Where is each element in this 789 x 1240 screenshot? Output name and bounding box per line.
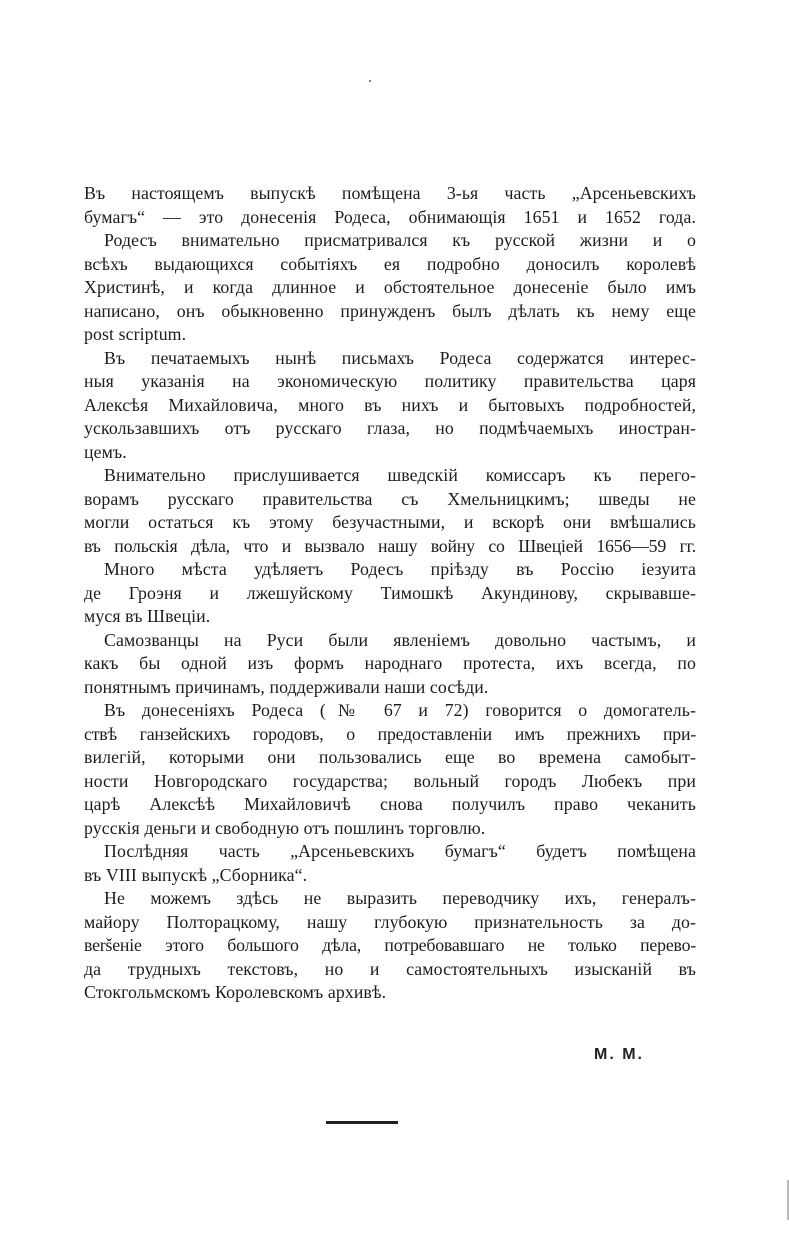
- text-line: Родесъ внимательно присматривался къ русской жизни и о: [104, 230, 696, 250]
- text-line: ствѣ ганзейскихъ городовъ, о предоставленіи имъ прежнихъ при-: [84, 723, 696, 744]
- text-line: ныя указанія на экономическую политику правительства царя: [84, 371, 696, 391]
- text-line: Не можемъ здѣсь не выразить переводчику ихъ, генералъ-: [104, 888, 696, 908]
- preface-text: [84, 182, 696, 1005]
- text-line: ности Новгородскаго государства; вольный городъ Любекъ при: [84, 770, 696, 791]
- text-line: бумагъ“ — это донесенія Родеса, обнимающія 1651 и 1652 года.: [84, 206, 696, 227]
- text-line: Въ печатаемыхъ нынѣ письмахъ Родеса содержатся интерес-: [104, 347, 696, 368]
- text-line: царѣ Алексѣѣ Михайловичѣ снова получилъ право чеканить: [84, 794, 696, 814]
- text-line: Стокгольмскомъ Королевскомъ архивѣ.: [84, 982, 387, 1002]
- text-line: въ польскія дѣла, что и вызвало нашу войну со Швеціей 1656—59 гг.: [84, 535, 696, 556]
- signature-initials: М. М.: [594, 1046, 644, 1063]
- text-line: муся въ Швеціи.: [84, 606, 211, 626]
- text-line: Въ донесеніяхъ Родеса (№ 67 и 72) говорится о домогатель-: [104, 700, 696, 720]
- closing-rule: [326, 1121, 398, 1124]
- text-line: Внимательно прислушивается шведскій комиссаръ къ перего-: [104, 465, 696, 485]
- page-speck: [369, 80, 371, 82]
- text-line: Самозванцы на Руси были явленіемъ довольно частымъ, и: [104, 629, 696, 650]
- text-line: Алексѣя Михайловича, много въ нихъ и бытовыхъ подробностей,: [84, 394, 696, 415]
- text-line: да трудныхъ текстовъ, но и самостоятельныхъ изысканій въ: [84, 958, 696, 979]
- text-line: могли остаться къ этому безучастными, и вскорѣ они вмѣшались: [84, 512, 696, 532]
- text-line: вилегій, которыми они пользовались еще во времена самобыт-: [84, 747, 696, 767]
- text-line: русскія деньги и свободную отъ пошлинъ торговлю.: [84, 817, 486, 838]
- text-line: понятнымъ причинамъ, поддерживали наши сосѣди.: [84, 676, 489, 697]
- text-line: ворамъ русскаго правительства съ Хмельницкимъ; шведы не: [84, 488, 696, 509]
- text-line: де Гроэня и лжешуйскому Тимошкѣ Акундинову, скрывавше-: [84, 582, 696, 603]
- text-line: цемъ.: [84, 441, 127, 462]
- text-line: въ VIII выпускѣ „Сборника“.: [84, 864, 308, 885]
- text-line: ускользавшихъ отъ русскаго глаза, но подмѣчаемыхъ иностран-: [84, 418, 696, 438]
- text-line: какъ бы одной изъ формъ народнаго протеста, ихъ всегда, по: [84, 653, 696, 673]
- text-line: post scriptum.: [84, 324, 187, 344]
- text-line: майору Полторацкому, нашу глубокую признательность за до-: [84, 911, 696, 932]
- text-line: Послѣдняя часть „Арсеньевскихъ бумагъ“ будетъ помѣщена: [104, 841, 696, 861]
- text-line: Христинѣ, и когда длинное и обстоятельное донесеніе было имъ: [84, 277, 696, 297]
- text-line: веršеніе этого большого дѣла, потребовавшаго не только перево-: [84, 935, 696, 955]
- text-line: Въ настоящемъ выпускѣ помѣщена 3-ья часть „Арсеньевскихъ: [84, 183, 696, 203]
- text-line: Много мѣста удѣляетъ Родесъ пріѣзду въ Россію іезуита: [104, 559, 696, 579]
- text-line: всѣхъ выдающихся событіяхъ ея подробно доносилъ королевѣ: [84, 253, 696, 274]
- text-line: написано, онъ обыкновенно принужденъ былъ дѣлать къ нему еще: [84, 300, 696, 321]
